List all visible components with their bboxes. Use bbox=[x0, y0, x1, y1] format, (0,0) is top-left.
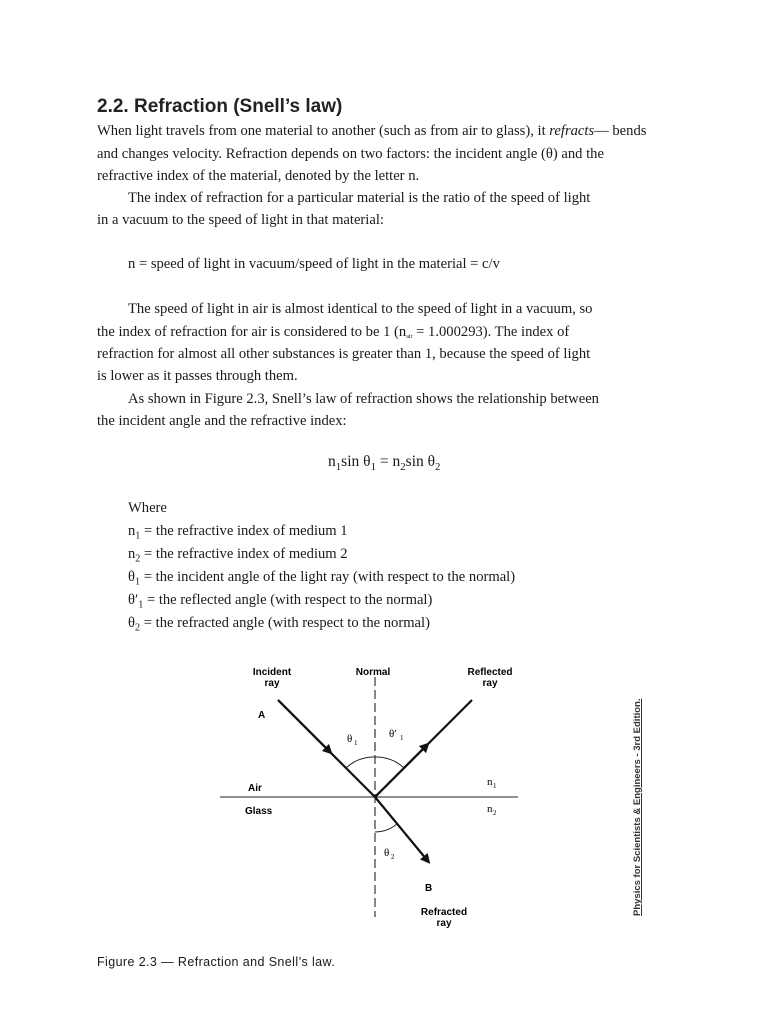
refractive-index-formula: n = speed of light in vacuum/speed of light in the material = c/v bbox=[128, 256, 500, 272]
theta2-arc bbox=[375, 824, 397, 832]
para1-line1-post: — bends bbox=[594, 123, 647, 139]
def-text: = the incident angle of the light ray (with respect to the normal) bbox=[140, 569, 516, 585]
para1-line1 bbox=[97, 120, 646, 142]
para3-line3: refraction for almost all other substances is greater than 1, because the speed of light bbox=[97, 346, 591, 362]
reflected-label-line1: Reflected bbox=[467, 667, 513, 678]
def-text: = the refracted angle (with respect to the normal) bbox=[140, 615, 430, 631]
theta1-prime-label: θ′ bbox=[389, 728, 397, 740]
para2-line1: The index of refraction for a particular material is the ratio of the speed of light bbox=[128, 190, 591, 206]
def-text: = the reflected angle (with respect to the normal) bbox=[143, 592, 433, 608]
eq-n2-sub: 2 bbox=[400, 460, 406, 473]
n1-label: n bbox=[487, 776, 493, 788]
def-subscript: 1 bbox=[138, 599, 144, 611]
def-subscript: 2 bbox=[135, 553, 141, 565]
definition-n1 bbox=[128, 523, 348, 542]
eq-equals-n2: = n bbox=[375, 453, 401, 470]
normal-label: Normal bbox=[355, 667, 391, 678]
def-subscript: 1 bbox=[135, 576, 141, 588]
para2-line2: in a vacuum to the speed of light in that material: bbox=[97, 212, 384, 228]
def-symbol: θ bbox=[128, 569, 135, 585]
incident-ray-arrow bbox=[278, 700, 329, 751]
def-symbol: n bbox=[128, 523, 136, 539]
def-subscript: 2 bbox=[135, 622, 141, 634]
refracted-label-line2: ray bbox=[436, 918, 452, 929]
theta1-label: θ bbox=[347, 733, 353, 745]
def-symbol: θ′ bbox=[128, 592, 139, 608]
para3-line2-pre: the index of refraction for air is considered to be 1 (n bbox=[97, 324, 407, 340]
def-text: = the refractive index of medium 2 bbox=[140, 546, 348, 562]
def-symbol: θ bbox=[128, 615, 135, 631]
theta1-prime-subscript: 1 bbox=[400, 734, 404, 742]
theta1-subscript: 1 bbox=[354, 739, 358, 747]
figure-caption: Figure 2.3 — Refraction and Snell’s law. bbox=[97, 955, 336, 969]
glass-label: Glass bbox=[245, 806, 273, 817]
eq-n1: n bbox=[328, 453, 336, 470]
eq-theta1-sub: 1 bbox=[370, 460, 376, 473]
eq-n1-sub: 1 bbox=[335, 460, 342, 473]
refracted-ray-arrow bbox=[375, 797, 427, 860]
theta2-subscript: 2 bbox=[391, 853, 395, 861]
definition-theta1-prime bbox=[128, 592, 432, 611]
para1-line3: refractive index of the material, denoted by the letter n. bbox=[97, 168, 420, 184]
def-symbol: n bbox=[128, 546, 136, 562]
para1-line2: and changes velocity. Refraction depends on two factors: the incident angle (θ) and the bbox=[97, 146, 604, 162]
theta2-label: θ bbox=[384, 847, 390, 859]
reflected-ray-arrow bbox=[375, 746, 426, 797]
refracted-label-line1: Refracted bbox=[420, 907, 468, 918]
def-subscript: 1 bbox=[135, 530, 141, 542]
def-text: = the refractive index of medium 1 bbox=[140, 523, 348, 539]
para3-line4: is lower as it passes through them. bbox=[97, 368, 298, 384]
para4-line2: the incident angle and the refractive index: bbox=[97, 413, 347, 429]
n2-subscript: 2 bbox=[493, 809, 497, 817]
eq-sin2: sin θ bbox=[405, 453, 436, 470]
refracts-emphasis: refracts bbox=[549, 123, 595, 139]
n1-subscript: 1 bbox=[493, 782, 497, 790]
incident-label-line2: ray bbox=[264, 678, 280, 689]
incident-label-line1: Incident bbox=[252, 667, 292, 678]
n2-label: n bbox=[487, 803, 493, 815]
para1-line1-pre: When light travels from one material to another (such as from air to glass), it bbox=[97, 123, 550, 139]
para4-line1: As shown in Figure 2.3, Snell’s law of refraction shows the relationship between bbox=[128, 391, 599, 407]
side-credit: Physics for Scientists & Engineers - 3rd Edition. bbox=[632, 698, 643, 916]
definition-theta2 bbox=[128, 615, 430, 634]
theta1-arc bbox=[346, 757, 375, 768]
snell-equation bbox=[328, 453, 440, 473]
definition-n2 bbox=[128, 546, 348, 565]
section-heading: 2.2. Refraction (Snell’s law) bbox=[97, 96, 343, 117]
air-subscript: air bbox=[406, 334, 413, 341]
air-label: Air bbox=[248, 783, 262, 794]
para3-line2-post: = 1.000293). The index of bbox=[412, 324, 570, 340]
where-label: Where bbox=[128, 500, 167, 516]
definition-theta1 bbox=[128, 569, 515, 588]
point-b-label: B bbox=[425, 883, 433, 894]
reflected-label-line2: ray bbox=[482, 678, 498, 689]
eq-sin1: sin θ bbox=[341, 453, 371, 470]
eq-theta2-sub: 2 bbox=[435, 460, 441, 473]
refraction-diagram bbox=[200, 655, 540, 945]
point-a-label: A bbox=[258, 710, 266, 721]
theta1-prime-arc bbox=[375, 757, 404, 768]
para3-line1: The speed of light in air is almost identical to the speed of light in a vacuum, so bbox=[128, 301, 593, 317]
